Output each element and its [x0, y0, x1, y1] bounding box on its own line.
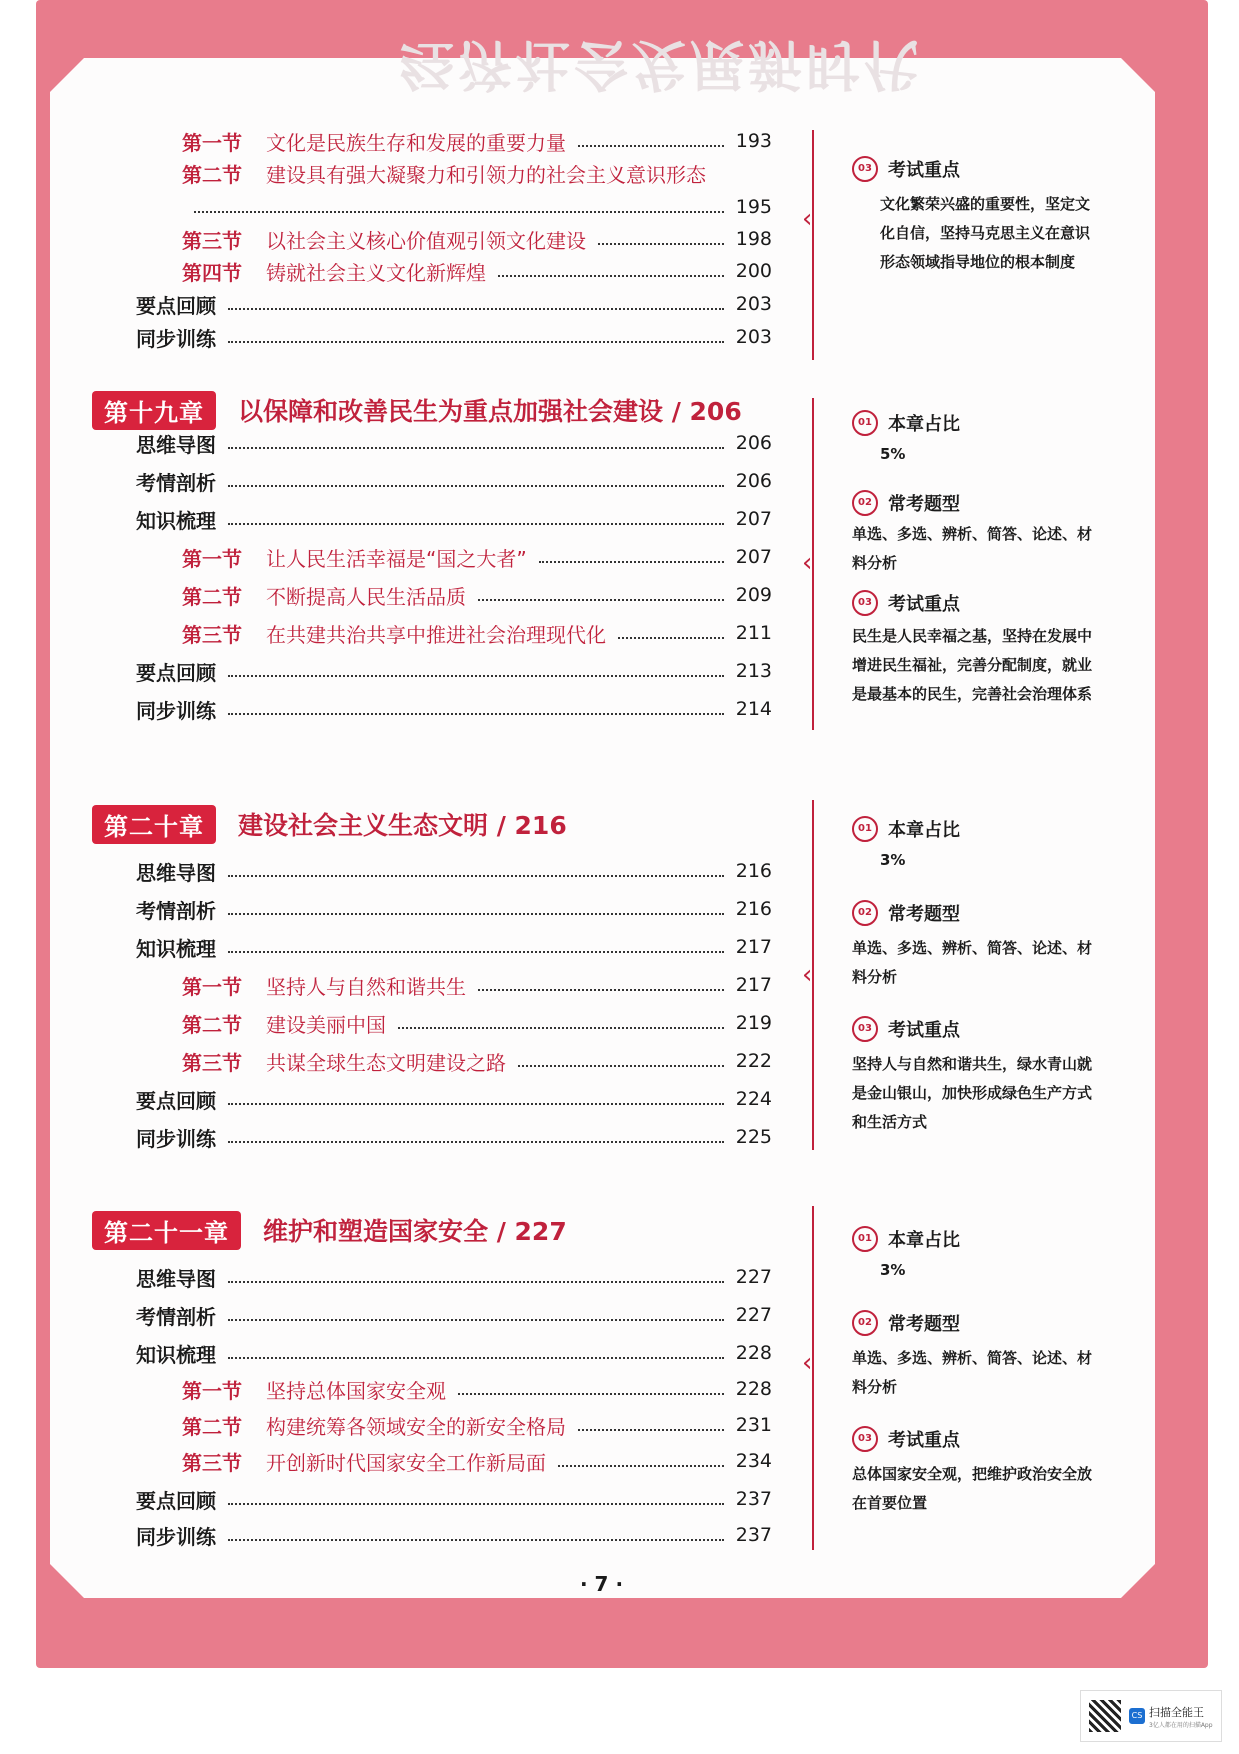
chevron-left-icon: ‹ [802, 960, 813, 990]
circle-number-icon: 03 [852, 1016, 878, 1042]
watermark-sub: 3亿人都在用的扫描App [1149, 1721, 1213, 1729]
toc-section[interactable]: 第二节 建设具有强大凝聚力和引领力的社会主义意识形态 [182, 162, 706, 187]
toc-item[interactable]: 要点回顾 213 [136, 660, 772, 685]
chapter-badge: 第二十一章 [92, 1211, 241, 1250]
chapter-heading[interactable] [92, 806, 567, 842]
toc-item[interactable]: 考情剖析 227 [136, 1304, 772, 1329]
chapter-title: 维护和塑造国家安全 / 227 [263, 1217, 567, 1246]
side-text: 坚持人与自然和谐共生，绿水青山就是金山银山，加快形成绿色生产方式和生活方式 [852, 1055, 1093, 1131]
circle-number-icon: 01 [852, 816, 878, 842]
toc-item[interactable]: 要点回顾 203 [136, 293, 772, 318]
toc-section[interactable]: 第二节 建设美丽中国 219 [182, 1012, 772, 1037]
toc-item[interactable]: 同步训练 225 [136, 1126, 772, 1151]
toc-item[interactable]: 考情剖析 206 [136, 470, 772, 495]
cs-logo-icon: CS [1129, 1708, 1145, 1724]
qr-code-icon [1089, 1700, 1121, 1732]
side-heading: 01 本章占比 [852, 1226, 960, 1252]
chevron-left-icon: ‹ [802, 204, 813, 234]
toc-section[interactable]: 第三节 开创新时代国家安全工作新局面 234 [182, 1450, 772, 1475]
chevron-left-icon: ‹ [802, 1348, 813, 1378]
ghost-heading: 经济社会发展新时代 [400, 33, 922, 96]
chapter-badge: 第十九章 [92, 391, 216, 430]
chapter-heading[interactable] [92, 1212, 567, 1248]
toc-section[interactable]: 第三节 在共建共治共享中推进社会治理现代化 211 [182, 622, 772, 647]
circle-number-icon: 02 [852, 900, 878, 926]
side-heading: 02 常考题型 [852, 490, 960, 516]
side-heading: 01 本章占比 [852, 410, 960, 436]
side-heading: 03 考试重点 [852, 1016, 960, 1042]
circle-number-icon: 01 [852, 1226, 878, 1252]
page-number: · 7 · [580, 1572, 624, 1596]
toc-section[interactable]: 第四节 铸就社会主义文化新辉煌 200 [182, 260, 772, 285]
toc-item[interactable]: 同步训练 237 [136, 1524, 772, 1549]
chevron-left-icon: ‹ [802, 548, 813, 578]
toc-item[interactable]: 要点回顾 224 [136, 1088, 772, 1113]
toc-section[interactable]: 第二节 不断提高人民生活品质 209 [182, 584, 772, 609]
toc-item[interactable]: 思维导图 216 [136, 860, 772, 885]
side-text: 民生是人民幸福之基，坚持在发展中增进民生福祉，完善分配制度，就业是最基本的民生，完善社会治理体系 [852, 627, 1093, 703]
side-text: 3% [880, 1261, 906, 1279]
side-text: 5% [880, 445, 906, 463]
toc-item[interactable]: 同步训练 203 [136, 326, 772, 351]
side-heading: 03 考试重点 [852, 156, 960, 182]
side-heading: 02 常考题型 [852, 900, 960, 926]
side-text: 总体国家安全观，把维护政治安全放在首要位置 [852, 1465, 1093, 1512]
circle-number-icon: 02 [852, 490, 878, 516]
side-text: 单选、多选、辨析、简答、论述、材料分析 [852, 939, 1093, 986]
side-heading: 03 考试重点 [852, 1426, 960, 1452]
circle-number-icon: 03 [852, 156, 878, 182]
toc-section[interactable]: 第一节 让人民生活幸福是“国之大者” 207 [182, 546, 772, 571]
side-text: 文化繁荣兴盛的重要性，坚定文化自信，坚持马克思主义在意识形态领域指导地位的根本制度 [880, 195, 1091, 271]
toc-section[interactable]: 第一节 坚持总体国家安全观 228 [182, 1378, 772, 1403]
toc-section[interactable]: 第二节 构建统筹各领域安全的新安全格局 231 [182, 1414, 772, 1439]
toc-section-page[interactable]: 195 [182, 192, 772, 222]
side-heading: 01 本章占比 [852, 816, 960, 842]
toc-item[interactable]: 思维导图 206 [136, 432, 772, 457]
circle-number-icon: 03 [852, 1426, 878, 1452]
chapter-title: 以保障和改善民生为重点加强社会建设 / 206 [238, 397, 742, 426]
chapter-title: 建设社会主义生态文明 / 216 [238, 811, 567, 840]
toc-item[interactable]: 知识梳理 207 [136, 508, 772, 533]
toc-item[interactable]: 思维导图 227 [136, 1266, 772, 1291]
chapter-badge: 第二十章 [92, 805, 216, 844]
chapter-heading[interactable] [92, 392, 742, 428]
toc-item[interactable]: 要点回顾 237 [136, 1488, 772, 1513]
side-divider [812, 130, 814, 360]
side-heading: 02 常考题型 [852, 1310, 960, 1336]
side-heading: 03 考试重点 [852, 590, 960, 616]
toc-section[interactable]: 第三节 共谋全球生态文明建设之路 222 [182, 1050, 772, 1075]
circle-number-icon: 02 [852, 1310, 878, 1336]
side-text: 单选、多选、辨析、简答、论述、材料分析 [852, 525, 1093, 572]
toc-item[interactable]: 知识梳理 228 [136, 1342, 772, 1367]
side-text: 单选、多选、辨析、简答、论述、材料分析 [852, 1349, 1093, 1396]
toc-item[interactable]: 考情剖析 216 [136, 898, 772, 923]
toc-section[interactable]: 第一节 文化是民族生存和发展的重要力量 193 [182, 130, 772, 155]
side-divider [812, 1206, 814, 1550]
toc-section[interactable]: 第三节 以社会主义核心价值观引领文化建设 198 [182, 228, 772, 253]
circle-number-icon: 03 [852, 590, 878, 616]
circle-number-icon: 01 [852, 410, 878, 436]
toc-item[interactable]: 同步训练 214 [136, 698, 772, 723]
toc-section[interactable]: 第一节 坚持人与自然和谐共生 217 [182, 974, 772, 999]
scanner-watermark [1080, 1690, 1222, 1742]
side-text: 3% [880, 851, 906, 869]
watermark-name: 扫描全能王 [1149, 1705, 1204, 1719]
toc-item[interactable]: 知识梳理 217 [136, 936, 772, 961]
